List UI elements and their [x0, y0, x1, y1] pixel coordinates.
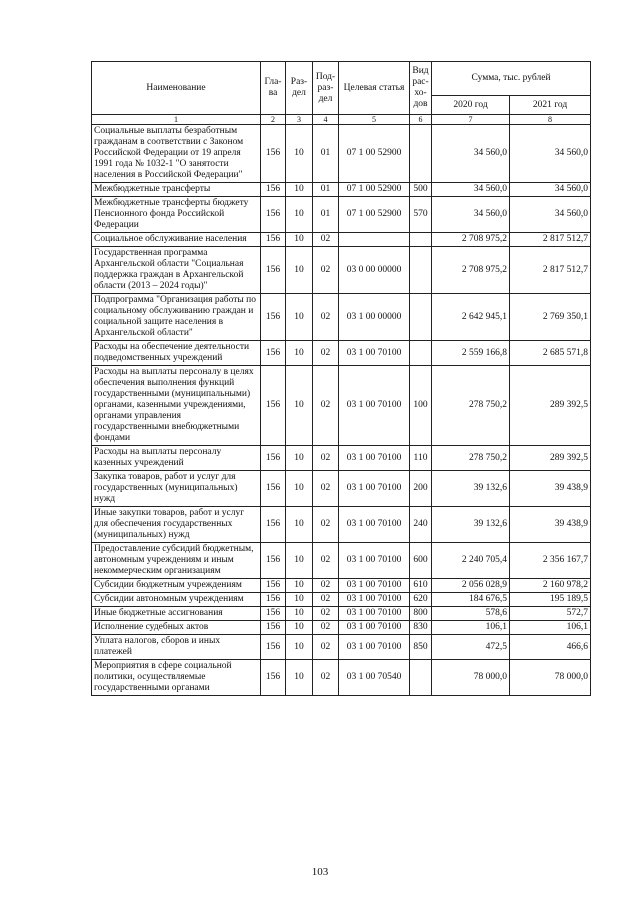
header-kind: Вид рас-хо-дов	[410, 62, 432, 115]
header-chapter: Гла-ва	[261, 62, 286, 115]
row-chapter: 156	[261, 197, 286, 233]
row-subsection: 02	[313, 366, 339, 446]
row-sum-2020: 2 708 975,2	[432, 233, 510, 247]
row-sum-2020: 472,5	[432, 635, 510, 660]
row-name: Социальное обслуживание населения	[92, 233, 261, 247]
row-chapter: 156	[261, 233, 286, 247]
row-sum-2020: 2 056 028,9	[432, 579, 510, 593]
row-name: Социальные выплаты безработным гражданам в соответствии с Законом Российской Федерации от 19 апреля 1991 года № 1032-1 "О занятости населения в Российской Федерации"	[92, 125, 261, 183]
row-sum-2020: 578,6	[432, 607, 510, 621]
row-sum-2020: 34 560,0	[432, 125, 510, 183]
row-target: 07 1 00 52900	[339, 197, 410, 233]
row-sum-2020: 39 132,6	[432, 507, 510, 543]
row-section: 10	[286, 366, 313, 446]
table-row	[92, 507, 591, 543]
row-sum-2021: 39 438,9	[510, 471, 591, 507]
row-kind	[410, 294, 432, 341]
row-target: 03 0 00 00000	[339, 247, 410, 294]
table-row	[92, 593, 591, 607]
row-sum-2020: 2 708 975,2	[432, 247, 510, 294]
row-section: 10	[286, 294, 313, 341]
row-sum-2020: 278 750,2	[432, 446, 510, 471]
row-kind	[410, 125, 432, 183]
row-chapter: 156	[261, 446, 286, 471]
row-name: Иные закупки товаров, работ и услуг для обеспечения государственных (муниципальных) нужд	[92, 507, 261, 543]
row-kind: 110	[410, 446, 432, 471]
table-row	[92, 125, 591, 183]
table-row	[92, 660, 591, 696]
row-sum-2021: 572,7	[510, 607, 591, 621]
row-kind	[410, 660, 432, 696]
row-kind: 620	[410, 593, 432, 607]
column-number: 4	[313, 115, 339, 125]
row-kind	[410, 247, 432, 294]
row-sum-2020: 2 642 945,1	[432, 294, 510, 341]
table-row	[92, 446, 591, 471]
row-name: Межбюджетные трансферты	[92, 183, 261, 197]
table-row	[92, 233, 591, 247]
header-year-2020: 2020 год	[432, 96, 510, 115]
row-chapter: 156	[261, 607, 286, 621]
row-kind	[410, 233, 432, 247]
header-target: Целевая статья	[339, 62, 410, 115]
row-subsection: 02	[313, 607, 339, 621]
row-section: 10	[286, 197, 313, 233]
row-name: Иные бюджетные ассигнования	[92, 607, 261, 621]
row-subsection: 01	[313, 183, 339, 197]
row-chapter: 156	[261, 471, 286, 507]
row-subsection: 02	[313, 635, 339, 660]
row-subsection: 02	[313, 579, 339, 593]
row-name: Государственная программа Архангельской области "Социальная поддержка граждан в Архангельской области (2013 – 2024 годы)"	[92, 247, 261, 294]
row-name: Мероприятия в сфере социальной политики, осуществляемые государственными органами	[92, 660, 261, 696]
row-sum-2020: 34 560,0	[432, 197, 510, 233]
table-body	[92, 125, 591, 696]
row-sum-2021: 34 560,0	[510, 197, 591, 233]
row-chapter: 156	[261, 125, 286, 183]
row-subsection: 02	[313, 543, 339, 579]
row-section: 10	[286, 593, 313, 607]
table-row	[92, 543, 591, 579]
row-sum-2021: 39 438,9	[510, 507, 591, 543]
column-number: 2	[261, 115, 286, 125]
header-subsection: Под-раз-дел	[313, 62, 339, 115]
row-target: 03 1 00 70100	[339, 579, 410, 593]
row-target: 03 1 00 70100	[339, 446, 410, 471]
header-sum: Сумма, тыс. рублей	[432, 62, 591, 96]
row-chapter: 156	[261, 247, 286, 294]
row-name: Закупка товаров, работ и услуг для государственных (муниципальных) нужд	[92, 471, 261, 507]
row-sum-2020: 278 750,2	[432, 366, 510, 446]
row-kind: 830	[410, 621, 432, 635]
row-target: 03 1 00 70100	[339, 341, 410, 366]
row-name: Подпрограмма "Организация работы по социальному обслуживанию граждан и социальной защите населения в Архангельской области"	[92, 294, 261, 341]
row-section: 10	[286, 660, 313, 696]
row-chapter: 156	[261, 507, 286, 543]
row-subsection: 02	[313, 621, 339, 635]
row-sum-2020: 2 240 705,4	[432, 543, 510, 579]
row-name: Уплата налогов, сборов и иных платежей	[92, 635, 261, 660]
row-name: Межбюджетные трансферты бюджету Пенсионного фонда Российской Федерации	[92, 197, 261, 233]
row-target: 03 1 00 70100	[339, 543, 410, 579]
row-section: 10	[286, 471, 313, 507]
row-sum-2021: 2 685 571,8	[510, 341, 591, 366]
row-target: 03 1 00 70100	[339, 471, 410, 507]
column-number: 1	[92, 115, 261, 125]
table-row	[92, 621, 591, 635]
row-section: 10	[286, 635, 313, 660]
row-sum-2021: 289 392,5	[510, 366, 591, 446]
row-target: 03 1 00 70100	[339, 507, 410, 543]
row-sum-2020: 2 559 166,8	[432, 341, 510, 366]
row-chapter: 156	[261, 621, 286, 635]
row-kind: 800	[410, 607, 432, 621]
column-number: 6	[410, 115, 432, 125]
row-name: Субсидии бюджетным учреждениям	[92, 579, 261, 593]
table-row	[92, 183, 591, 197]
row-sum-2021: 195 189,5	[510, 593, 591, 607]
row-name: Расходы на выплаты персоналу казенных учреждений	[92, 446, 261, 471]
row-name: Расходы на выплаты персоналу в целях обеспечения выполнения функций государственными (муниципальными) органами, казенными учреждениями, органами управления государственными внебюджетными фондами	[92, 366, 261, 446]
row-kind: 100	[410, 366, 432, 446]
row-sum-2021: 78 000,0	[510, 660, 591, 696]
page-number: 103	[311, 866, 329, 878]
row-kind	[410, 341, 432, 366]
row-name: Предоставление субсидий бюджетным, автономным учреждениям и иным некоммерческим организациям	[92, 543, 261, 579]
table-row	[92, 579, 591, 593]
row-subsection: 02	[313, 507, 339, 543]
row-chapter: 156	[261, 366, 286, 446]
row-target: 03 1 00 70100	[339, 607, 410, 621]
row-sum-2021: 2 356 167,7	[510, 543, 591, 579]
header-year-2021: 2021 год	[510, 96, 591, 115]
row-target: 07 1 00 52900	[339, 183, 410, 197]
row-sum-2020: 184 676,5	[432, 593, 510, 607]
row-subsection: 02	[313, 233, 339, 247]
header-name: Наименование	[92, 62, 261, 115]
column-number: 3	[286, 115, 313, 125]
row-chapter: 156	[261, 593, 286, 607]
row-kind: 200	[410, 471, 432, 507]
table-row	[92, 366, 591, 446]
row-sum-2021: 289 392,5	[510, 446, 591, 471]
row-sum-2021: 2 817 512,7	[510, 247, 591, 294]
row-section: 10	[286, 507, 313, 543]
column-number: 7	[432, 115, 510, 125]
row-section: 10	[286, 183, 313, 197]
row-target: 03 1 00 70100	[339, 593, 410, 607]
row-section: 10	[286, 125, 313, 183]
row-chapter: 156	[261, 341, 286, 366]
row-kind: 500	[410, 183, 432, 197]
row-target	[339, 233, 410, 247]
row-sum-2021: 106,1	[510, 621, 591, 635]
row-target: 03 1 00 70540	[339, 660, 410, 696]
column-number: 5	[339, 115, 410, 125]
row-sum-2021: 34 560,0	[510, 183, 591, 197]
row-section: 10	[286, 579, 313, 593]
row-chapter: 156	[261, 660, 286, 696]
row-subsection: 02	[313, 593, 339, 607]
row-section: 10	[286, 607, 313, 621]
row-kind: 850	[410, 635, 432, 660]
table-row	[92, 635, 591, 660]
row-subsection: 02	[313, 294, 339, 341]
row-sum-2020: 39 132,6	[432, 471, 510, 507]
row-sum-2020: 106,1	[432, 621, 510, 635]
table-row	[92, 247, 591, 294]
row-sum-2021: 2 817 512,7	[510, 233, 591, 247]
row-subsection: 01	[313, 125, 339, 183]
row-chapter: 156	[261, 579, 286, 593]
row-section: 10	[286, 621, 313, 635]
row-kind: 240	[410, 507, 432, 543]
row-subsection: 02	[313, 660, 339, 696]
row-target: 03 1 00 70100	[339, 621, 410, 635]
row-section: 10	[286, 233, 313, 247]
row-target: 03 1 00 70100	[339, 635, 410, 660]
table-row	[92, 471, 591, 507]
row-name: Субсидии автономным учреждениям	[92, 593, 261, 607]
row-kind: 570	[410, 197, 432, 233]
row-sum-2021: 2 769 350,1	[510, 294, 591, 341]
row-section: 10	[286, 247, 313, 294]
row-sum-2020: 78 000,0	[432, 660, 510, 696]
row-sum-2021: 2 160 978,2	[510, 579, 591, 593]
row-target: 03 1 00 00000	[339, 294, 410, 341]
row-subsection: 02	[313, 341, 339, 366]
row-chapter: 156	[261, 294, 286, 341]
budget-table	[91, 61, 591, 696]
row-subsection: 02	[313, 471, 339, 507]
row-target: 07 1 00 52900	[339, 125, 410, 183]
row-subsection: 01	[313, 197, 339, 233]
row-chapter: 156	[261, 635, 286, 660]
row-name: Исполнение судебных актов	[92, 621, 261, 635]
row-subsection: 02	[313, 446, 339, 471]
row-sum-2020: 34 560,0	[432, 183, 510, 197]
header-section: Раз-дел	[286, 62, 313, 115]
row-target: 03 1 00 70100	[339, 366, 410, 446]
row-sum-2021: 34 560,0	[510, 125, 591, 183]
row-section: 10	[286, 543, 313, 579]
row-chapter: 156	[261, 183, 286, 197]
table-row	[92, 197, 591, 233]
row-subsection: 02	[313, 247, 339, 294]
row-section: 10	[286, 446, 313, 471]
row-kind: 610	[410, 579, 432, 593]
row-kind: 600	[410, 543, 432, 579]
table-row	[92, 607, 591, 621]
row-sum-2021: 466,6	[510, 635, 591, 660]
row-chapter: 156	[261, 543, 286, 579]
table-row	[92, 341, 591, 366]
column-number: 8	[510, 115, 591, 125]
row-section: 10	[286, 341, 313, 366]
row-name: Расходы на обеспечение деятельности подведомственных учреждений	[92, 341, 261, 366]
table-row	[92, 294, 591, 341]
